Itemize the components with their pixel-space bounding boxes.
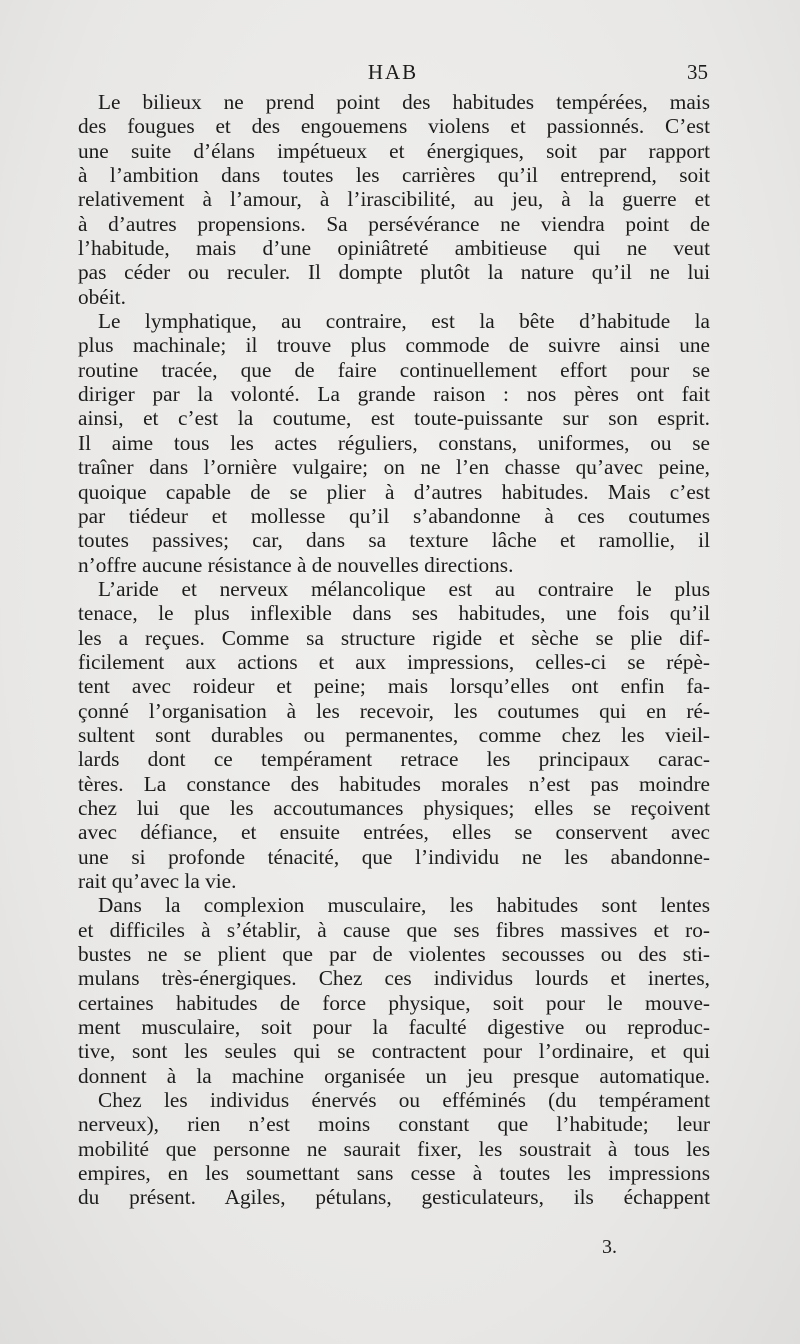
- text-line: Le bilieux ne prend point des habitudes tempérées, mais: [98, 90, 710, 114]
- text-line: tive, sont les seules qui se contractent pour l’ordinaire, et qui: [78, 1039, 710, 1064]
- text-line: rait qu’avec la vie.: [78, 869, 237, 893]
- text-line: tent avec roideur et peine; mais lorsqu’elles ont enfin fa-: [78, 674, 710, 699]
- text-line: ficilement aux actions et aux impressions, celles-ci se répè-: [78, 649, 710, 674]
- body-text: [78, 90, 710, 1210]
- text-line: et difficiles à s’établir, à cause que ses fibres massives et ro-: [78, 917, 710, 942]
- text-line: donnent à la machine organisée un jeu presque automatique.: [78, 1063, 710, 1088]
- text-line: çonné l’organisation à les recevoir, les coutumes qui en ré-: [78, 698, 710, 723]
- text-line: une si profonde ténacité, que l’individu ne les abandonne-: [78, 844, 710, 869]
- text-line: à d’autres propensions. Sa persévérance ne viendra point de: [78, 211, 710, 236]
- text-line: routine tracée, que de faire continuellement effort pour se: [78, 357, 710, 382]
- page-header: [78, 60, 708, 88]
- text-line: n’offre aucune résistance à de nouvelles directions.: [78, 552, 514, 577]
- text-line: traîner dans l’ornière vulgaire; on ne l’en chasse qu’avec peine,: [78, 455, 710, 480]
- text-line: une suite d’élans impétueux et énergiques, soit par rapport: [78, 138, 710, 163]
- text-line: Dans la complexion musculaire, les habitudes sont lentes: [98, 893, 710, 918]
- text-line: pas céder ou reculer. Il dompte plutôt la nature qu’il ne lui: [78, 260, 710, 285]
- text-line: Il aime tous les actes réguliers, constans, uniformes, ou se: [78, 430, 710, 455]
- text-line: nerveux), rien n’est moins constant que l’habitude; leur: [78, 1112, 710, 1137]
- text-line: par tiédeur et mollesse qu’il s’abandonne à ces coutumes: [78, 503, 710, 528]
- text-line: toutes passives; car, dans sa texture lâche et ramollie, il: [78, 528, 710, 553]
- text-line: diriger par la volonté. La grande raison : nos pères ont fait: [78, 382, 710, 407]
- signature-mark: 3.: [602, 1236, 617, 1258]
- text-line: tenace, le plus inflexible dans ses habitudes, une fois qu’il: [78, 601, 710, 626]
- text-line: du présent. Agiles, pétulans, gesticulateurs, ils échappent: [78, 1185, 710, 1210]
- text-line: des fougues et des engouemens violens et passionnés. C’est: [78, 114, 710, 139]
- text-line: empires, en les soumettant sans cesse à toutes les impressions: [78, 1161, 710, 1186]
- text-line: ainsi, et c’est la coutume, est toute-puissante sur son esprit.: [78, 406, 710, 431]
- page-number: 35: [687, 60, 708, 84]
- text-line: mulans très-énergiques. Chez ces individus lourds et inertes,: [78, 966, 710, 991]
- text-line: certaines habitudes de force physique, soit pour le mouve-: [78, 990, 710, 1015]
- text-line: plus machinale; il trouve plus commode de suivre ainsi une: [78, 333, 710, 358]
- running-head: HAB: [367, 60, 419, 84]
- text-line: l’habitude, mais d’une opiniâtreté ambitieuse qui ne veut: [78, 236, 710, 261]
- text-line: mobilité que personne ne saurait fixer, les soustrait à tous les: [78, 1136, 710, 1161]
- text-line: les a reçues. Comme sa structure rigide et sèche se plie dif-: [78, 625, 710, 650]
- text-line: à l’ambition dans toutes les carrières qu’il entreprend, soit: [78, 163, 710, 188]
- text-line: L’aride et nerveux mélancolique est au contraire le plus: [98, 576, 710, 601]
- text-line: avec défiance, et ensuite entrées, elles se conservent avec: [78, 820, 710, 845]
- text-line: bustes ne se plient que par de violentes secousses ou des sti-: [78, 942, 710, 967]
- text-line: chez lui que les accoutumances physiques; elles se reçoivent: [78, 795, 710, 820]
- text-line: sultent sont durables ou permanentes, comme chez les vieil-: [78, 722, 710, 747]
- text-line: tères. La constance des habitudes morales n’est pas moindre: [78, 771, 710, 796]
- text-line: lards dont ce tempérament retrace les principaux carac-: [78, 747, 710, 772]
- text-line: ment musculaire, soit pour la faculté digestive ou reproduc-: [78, 1015, 710, 1040]
- text-line: quoique capable de se plier à d’autres habitudes. Mais c’est: [78, 479, 710, 504]
- text-line: obéit.: [78, 284, 126, 309]
- text-line: relativement à l’amour, à l’irascibilité, au jeu, à la guerre et: [78, 187, 710, 212]
- text-line: Chez les individus énervés ou efféminés (du tempérament: [98, 1088, 710, 1113]
- text-line: Le lymphatique, au contraire, est la bête d’habitude la: [98, 309, 710, 334]
